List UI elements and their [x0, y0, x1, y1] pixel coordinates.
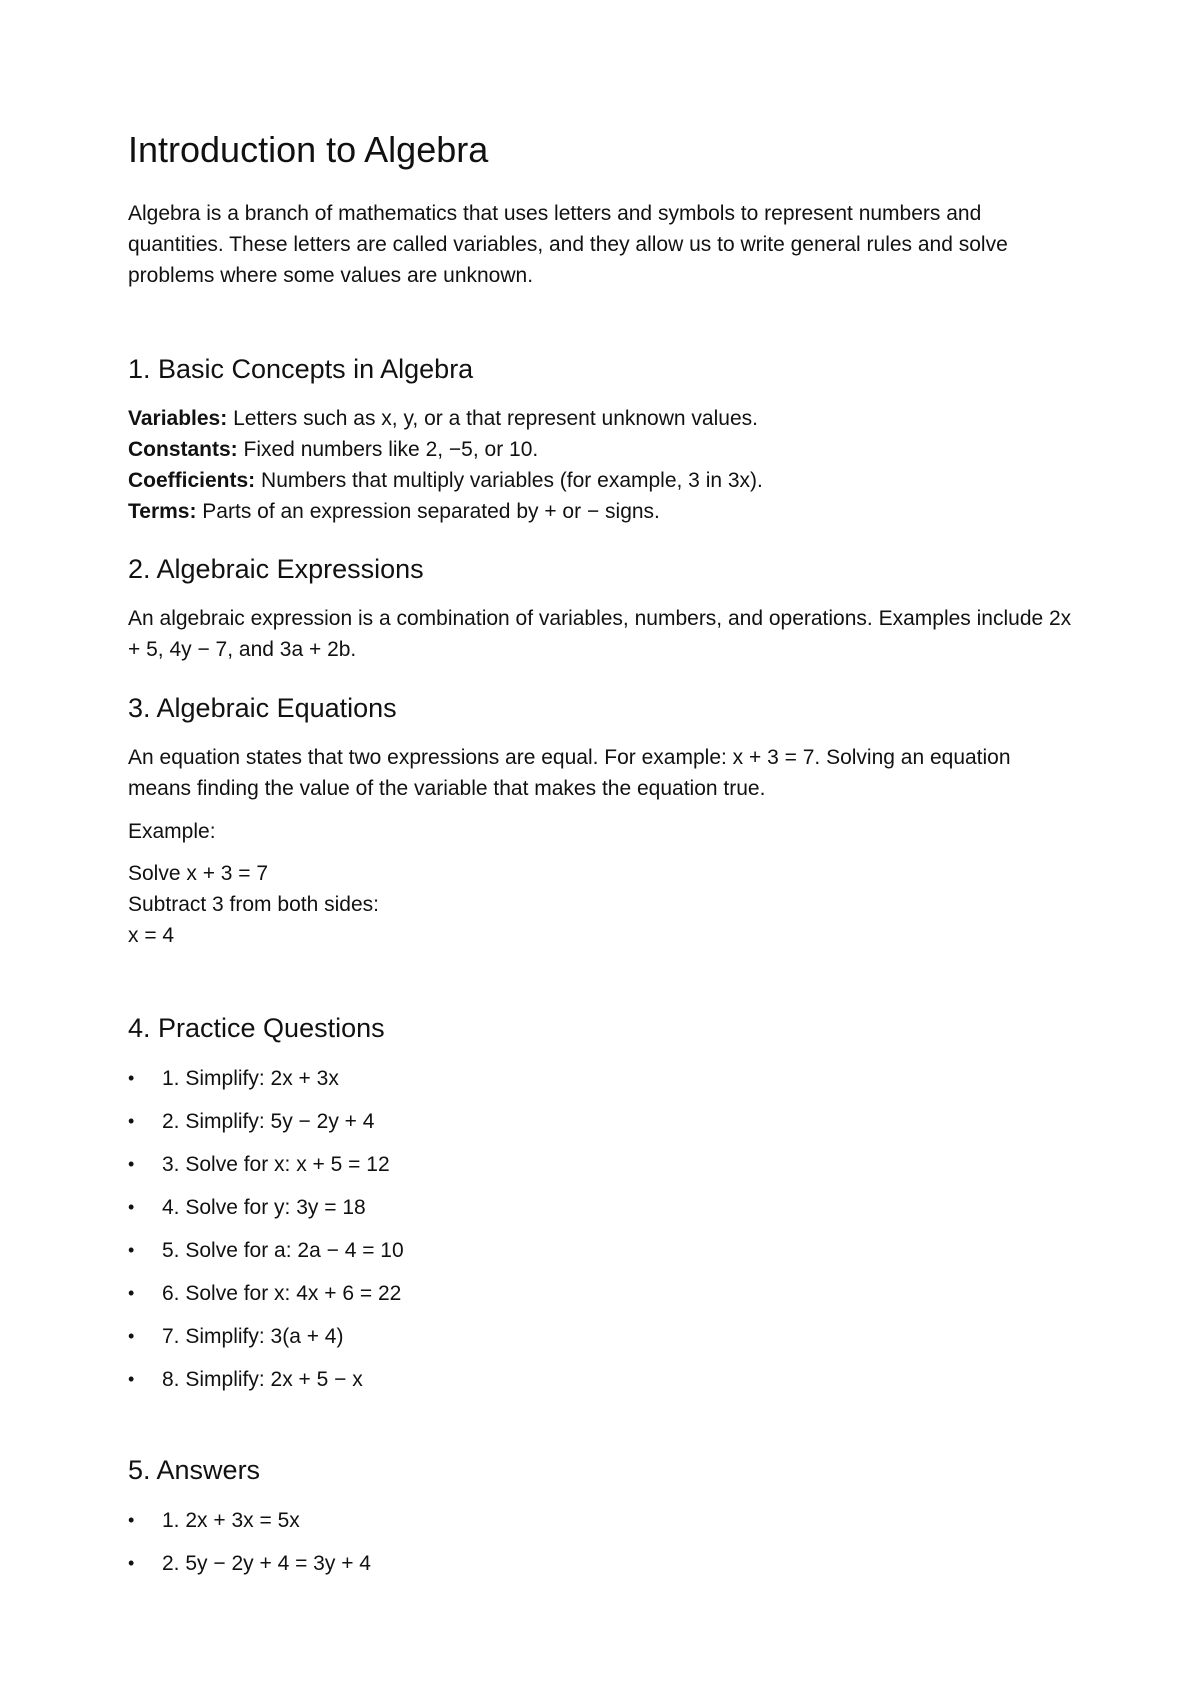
list-item	[128, 1548, 371, 1591]
document-title: Introduction to Algebra	[128, 129, 489, 170]
list-item	[128, 1364, 404, 1407]
example-step: Subtract 3 from both sides:	[128, 893, 379, 916]
concept-term: Constants:	[128, 438, 238, 461]
section-heading-expressions: 2. Algebraic Expressions	[128, 554, 424, 584]
bullet-icon: •	[128, 1369, 135, 1389]
concept-text: Letters such as x, y, or a that represent unknown values.	[227, 407, 758, 430]
list-item	[128, 1235, 404, 1278]
practice-question: 3. Solve for x: x + 5 = 12	[162, 1153, 390, 1176]
practice-question-list	[128, 1063, 404, 1407]
concept-variables	[128, 403, 758, 434]
practice-question: 5. Solve for a: 2a − 4 = 10	[162, 1239, 404, 1262]
concept-constants	[128, 434, 538, 465]
section-heading-equations: 3. Algebraic Equations	[128, 693, 397, 723]
list-item	[128, 1505, 371, 1548]
list-item	[128, 1192, 404, 1235]
concept-text: Parts of an expression separated by + or − signs.	[196, 500, 660, 523]
section-heading-answers: 5. Answers	[128, 1455, 261, 1485]
list-item	[128, 1149, 404, 1192]
answer-item: 2. 5y − 2y + 4 = 3y + 4	[162, 1552, 371, 1575]
bullet-icon: •	[128, 1283, 135, 1303]
practice-question: 4. Solve for y: 3y = 18	[162, 1196, 366, 1219]
equations-paragraph: An equation states that two expressions are equal. For example: x + 3 = 7. Solving an equation means finding the value of the variable that makes the equation true.	[128, 746, 1011, 800]
example-step: Solve x + 3 = 7	[128, 862, 269, 885]
intro-paragraph: Algebra is a branch of mathematics that uses letters and symbols to represent numbers and quantities. These letters are called variables, and they allow us to write general rules and solve problems where some values are unknown.	[128, 202, 1008, 287]
concept-term: Variables:	[128, 407, 228, 430]
example-label: Example:	[128, 820, 216, 843]
bullet-icon: •	[128, 1197, 135, 1217]
concept-coefficients	[128, 465, 763, 496]
bullet-icon: •	[128, 1326, 135, 1346]
list-item	[128, 1321, 404, 1364]
bullet-icon: •	[128, 1111, 135, 1131]
concept-text: Fixed numbers like 2, −5, or 10.	[237, 438, 539, 461]
concept-terms	[128, 496, 660, 527]
practice-question: 2. Simplify: 5y − 2y + 4	[162, 1110, 375, 1133]
practice-question: 1. Simplify: 2x + 3x	[162, 1067, 339, 1090]
example-step: x = 4	[128, 924, 175, 947]
practice-question: 6. Solve for x: 4x + 6 = 22	[162, 1282, 402, 1305]
bullet-icon: •	[128, 1068, 135, 1088]
bullet-icon: •	[128, 1240, 135, 1260]
bullet-icon: •	[128, 1553, 135, 1573]
list-item	[128, 1278, 404, 1321]
bullet-icon: •	[128, 1510, 135, 1530]
expressions-paragraph: An algebraic expression is a combination of variables, numbers, and operations. Examples include 2x + 5, 4y − 7, and 3a + 2b.	[128, 607, 1072, 661]
section-heading-practice: 4. Practice Questions	[128, 1013, 385, 1043]
practice-question: 8. Simplify: 2x + 5 − x	[162, 1368, 363, 1391]
concept-term: Coefficients:	[128, 469, 256, 492]
answer-list	[128, 1505, 371, 1591]
section-heading-basic-concepts: 1. Basic Concepts in Algebra	[128, 354, 474, 384]
answer-item: 1. 2x + 3x = 5x	[162, 1509, 300, 1532]
list-item	[128, 1063, 404, 1106]
bullet-icon: •	[128, 1154, 135, 1174]
concept-text: Numbers that multiply variables (for example, 3 in 3x).	[255, 469, 763, 492]
practice-question: 7. Simplify: 3(a + 4)	[162, 1325, 344, 1348]
concept-term: Terms:	[128, 500, 197, 523]
list-item	[128, 1106, 404, 1149]
